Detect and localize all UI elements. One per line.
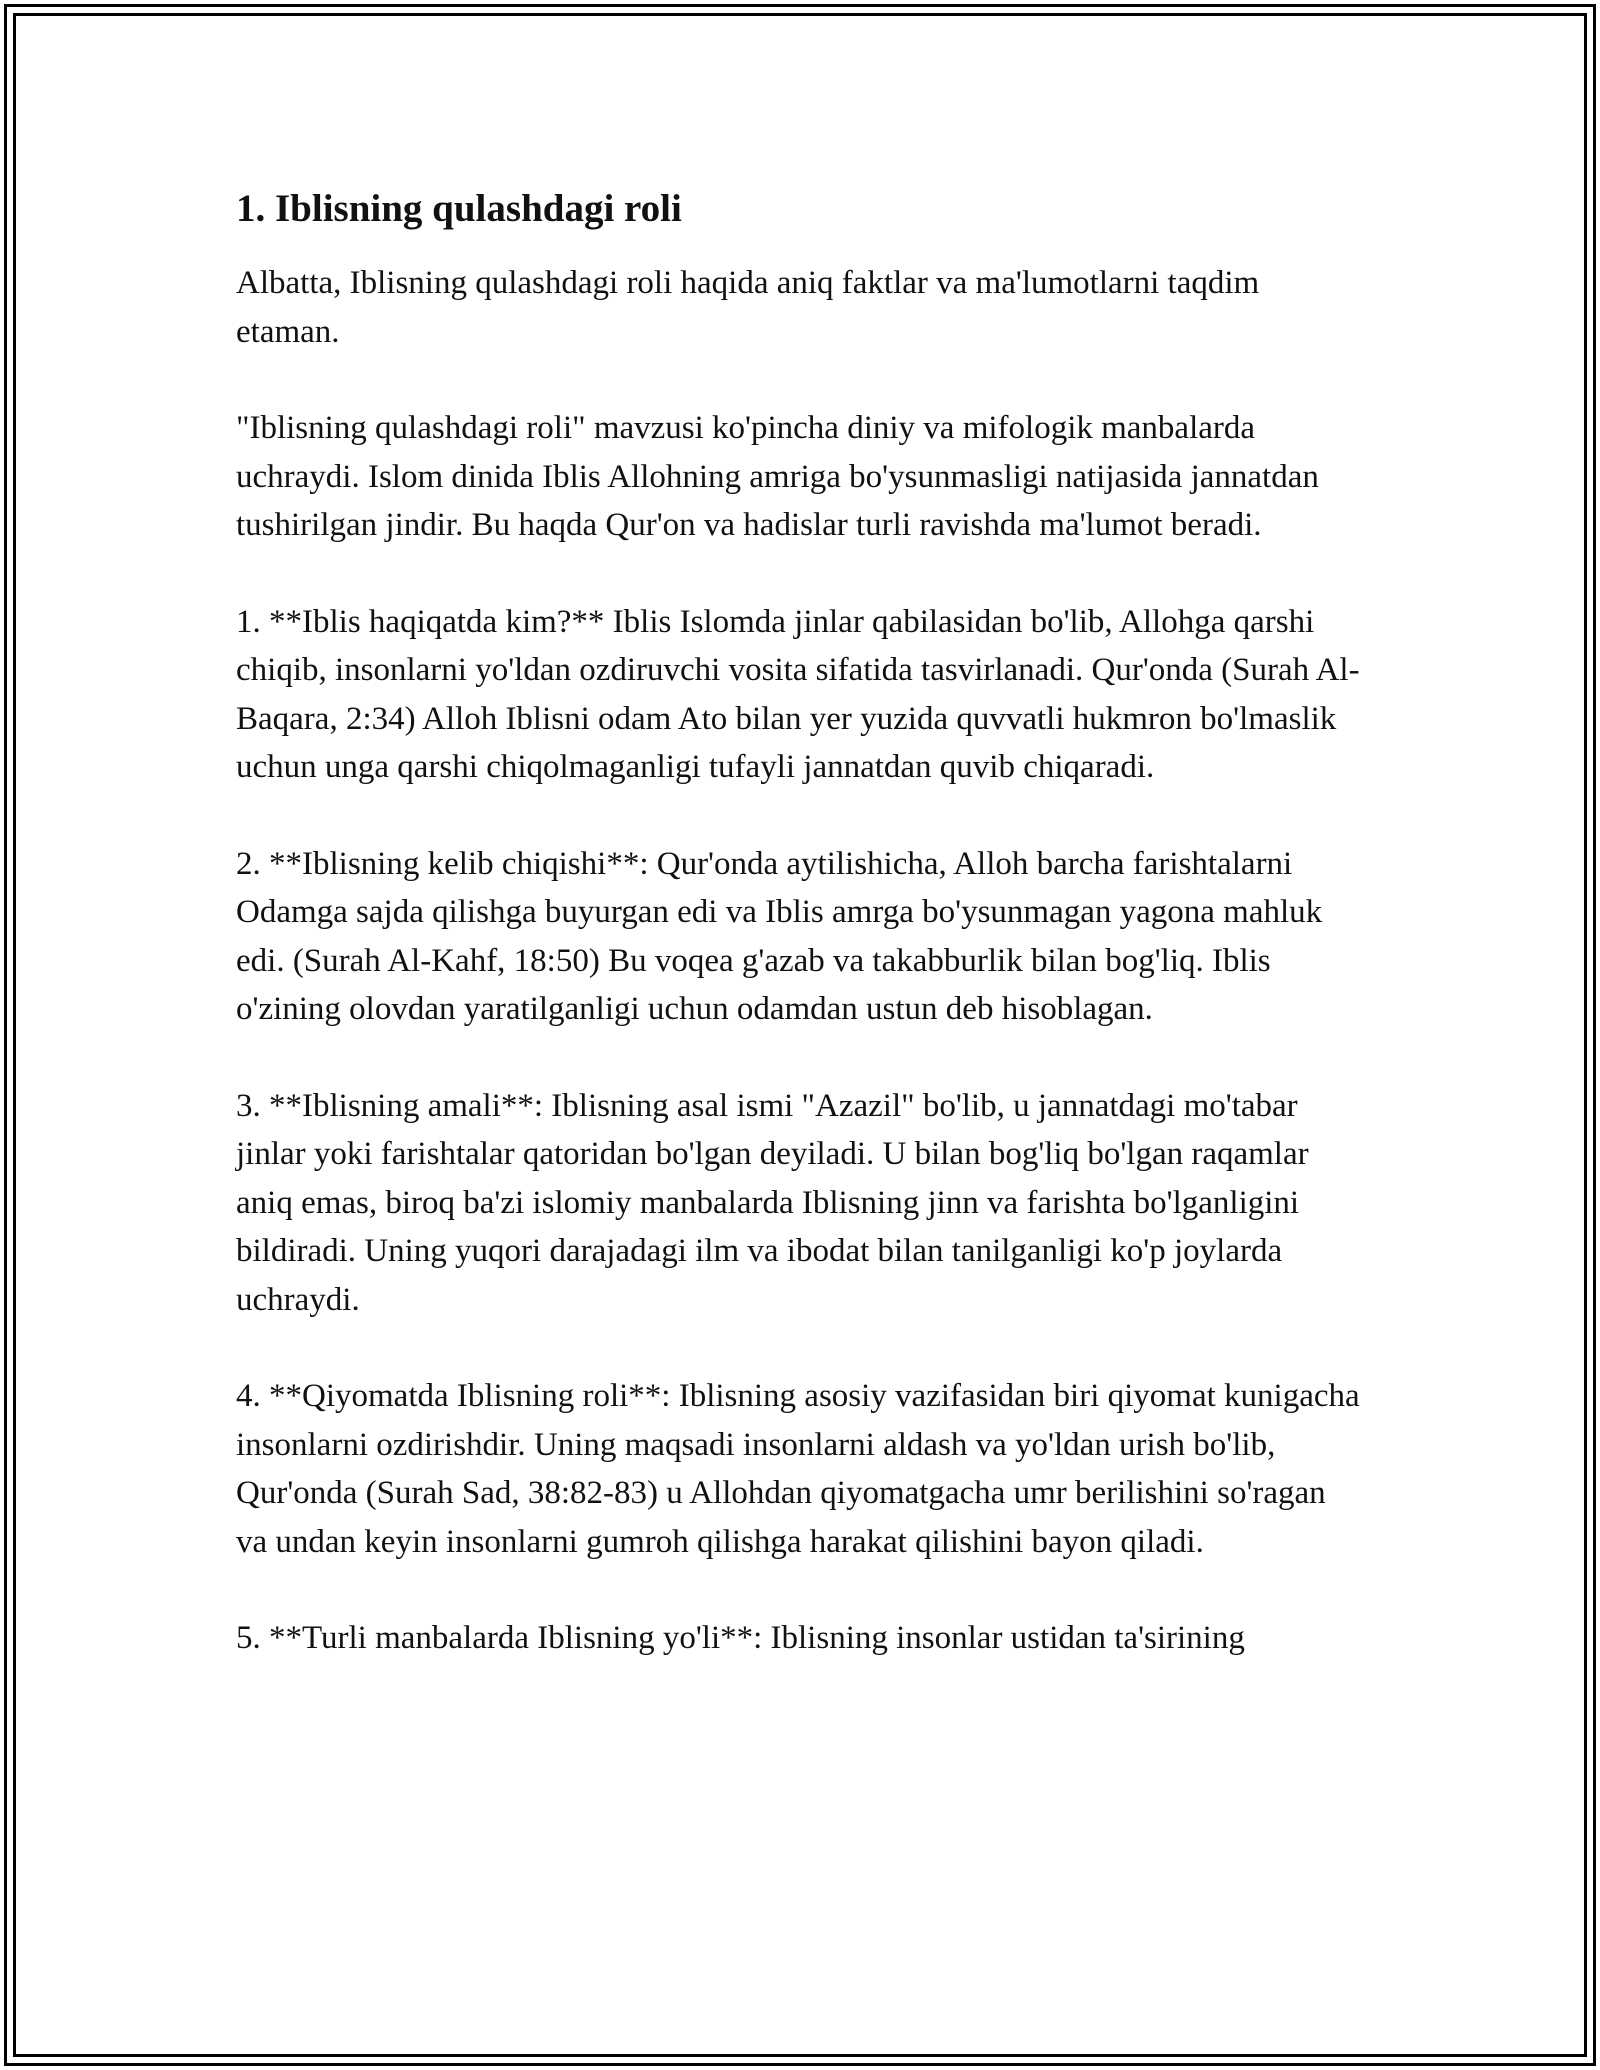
document-body [236, 185, 1361, 1711]
paragraph-intro: Albatta, Iblisning qulashdagi roli haqida aniq faktlar va ma'lumotlarni taqdim etaman. [236, 265, 1260, 350]
paragraph-topic: "Iblisning qulashdagi roli" mavzusi ko'pincha diniy va mifologik manbalarda uchraydi. Islom dinida Iblis Allohning amriga bo'ysunmasligi natijasida jannatdan tushirilgan jindir. Bu haqda Qur'on va hadislar turli ravishda ma'lumot beradi. [236, 410, 1319, 543]
document-heading: 1. Iblisning qulashdagi roli [236, 187, 682, 230]
paragraph-item-4: 4. **Qiyomatda Iblisning roli**: Iblisning asosiy vazifasidan biri qiyomat kunigacha insonlarni ozdirishdir. Uning maqsadi insonlarni aldash va yo'ldan urish bo'lib, Qur'onda (Surah Sad, 38:82-83) u Allohdan qiyomatgacha umr berilishini so'ragan va undan keyin insonlarni gumroh qilishga harakat qilishini bayon qiladi. [236, 1378, 1360, 1560]
paragraph-item-1: 1. **Iblis haqiqatda kim?** Iblis Islomda jinlar qabilasidan bo'lib, Allohga qarshi chiqib, insonlarni yo'ldan ozdiruvchi vosita sifatida tasvirlanadi. Qur'onda (Surah Al-Baqara, 2:34) Alloh Iblisni odam Ato bilan yer yuzida quvvatli hukmron bo'lmaslik uchun unga qarshi chiqolmaganligi tufayli jannatdan quvib chiqaradi. [236, 603, 1360, 785]
paragraph-item-2: 2. **Iblisning kelib chiqishi**: Qur'onda aytilishicha, Alloh barcha farishtalarni Odamga sajda qilishga buyurgan edi va Iblis amrga bo'ysunmagan yagona mahluk edi. (Surah Al-Kahf, 18:50) Bu voqea g'azab va takabburlik bilan bog'liq. Iblis o'zining olovdan yaratilganligi uchun odamdan ustun deb hisoblagan. [236, 845, 1323, 1027]
paragraph-item-3: 3. **Iblisning amali**: Iblisning asal ismi "Azazil" bo'lib, u jannatdagi mo'tabar jinlar yoki farishtalar qatoridan bo'lgan deyiladi. U bilan bog'liq bo'lgan raqamlar aniq emas, biroq ba'zi islomiy manbalarda Iblisning jinn va farishta bo'lganligini bildiradi. Uning yuqori darajadagi ilm va ibodat bilan tanilganligi ko'p joylarda uchraydi. [236, 1087, 1309, 1318]
paragraph-item-5: 5. **Turli manbalarda Iblisning yo'li**: Iblisning insonlar ustidan ta'sirining [236, 1620, 1245, 1656]
